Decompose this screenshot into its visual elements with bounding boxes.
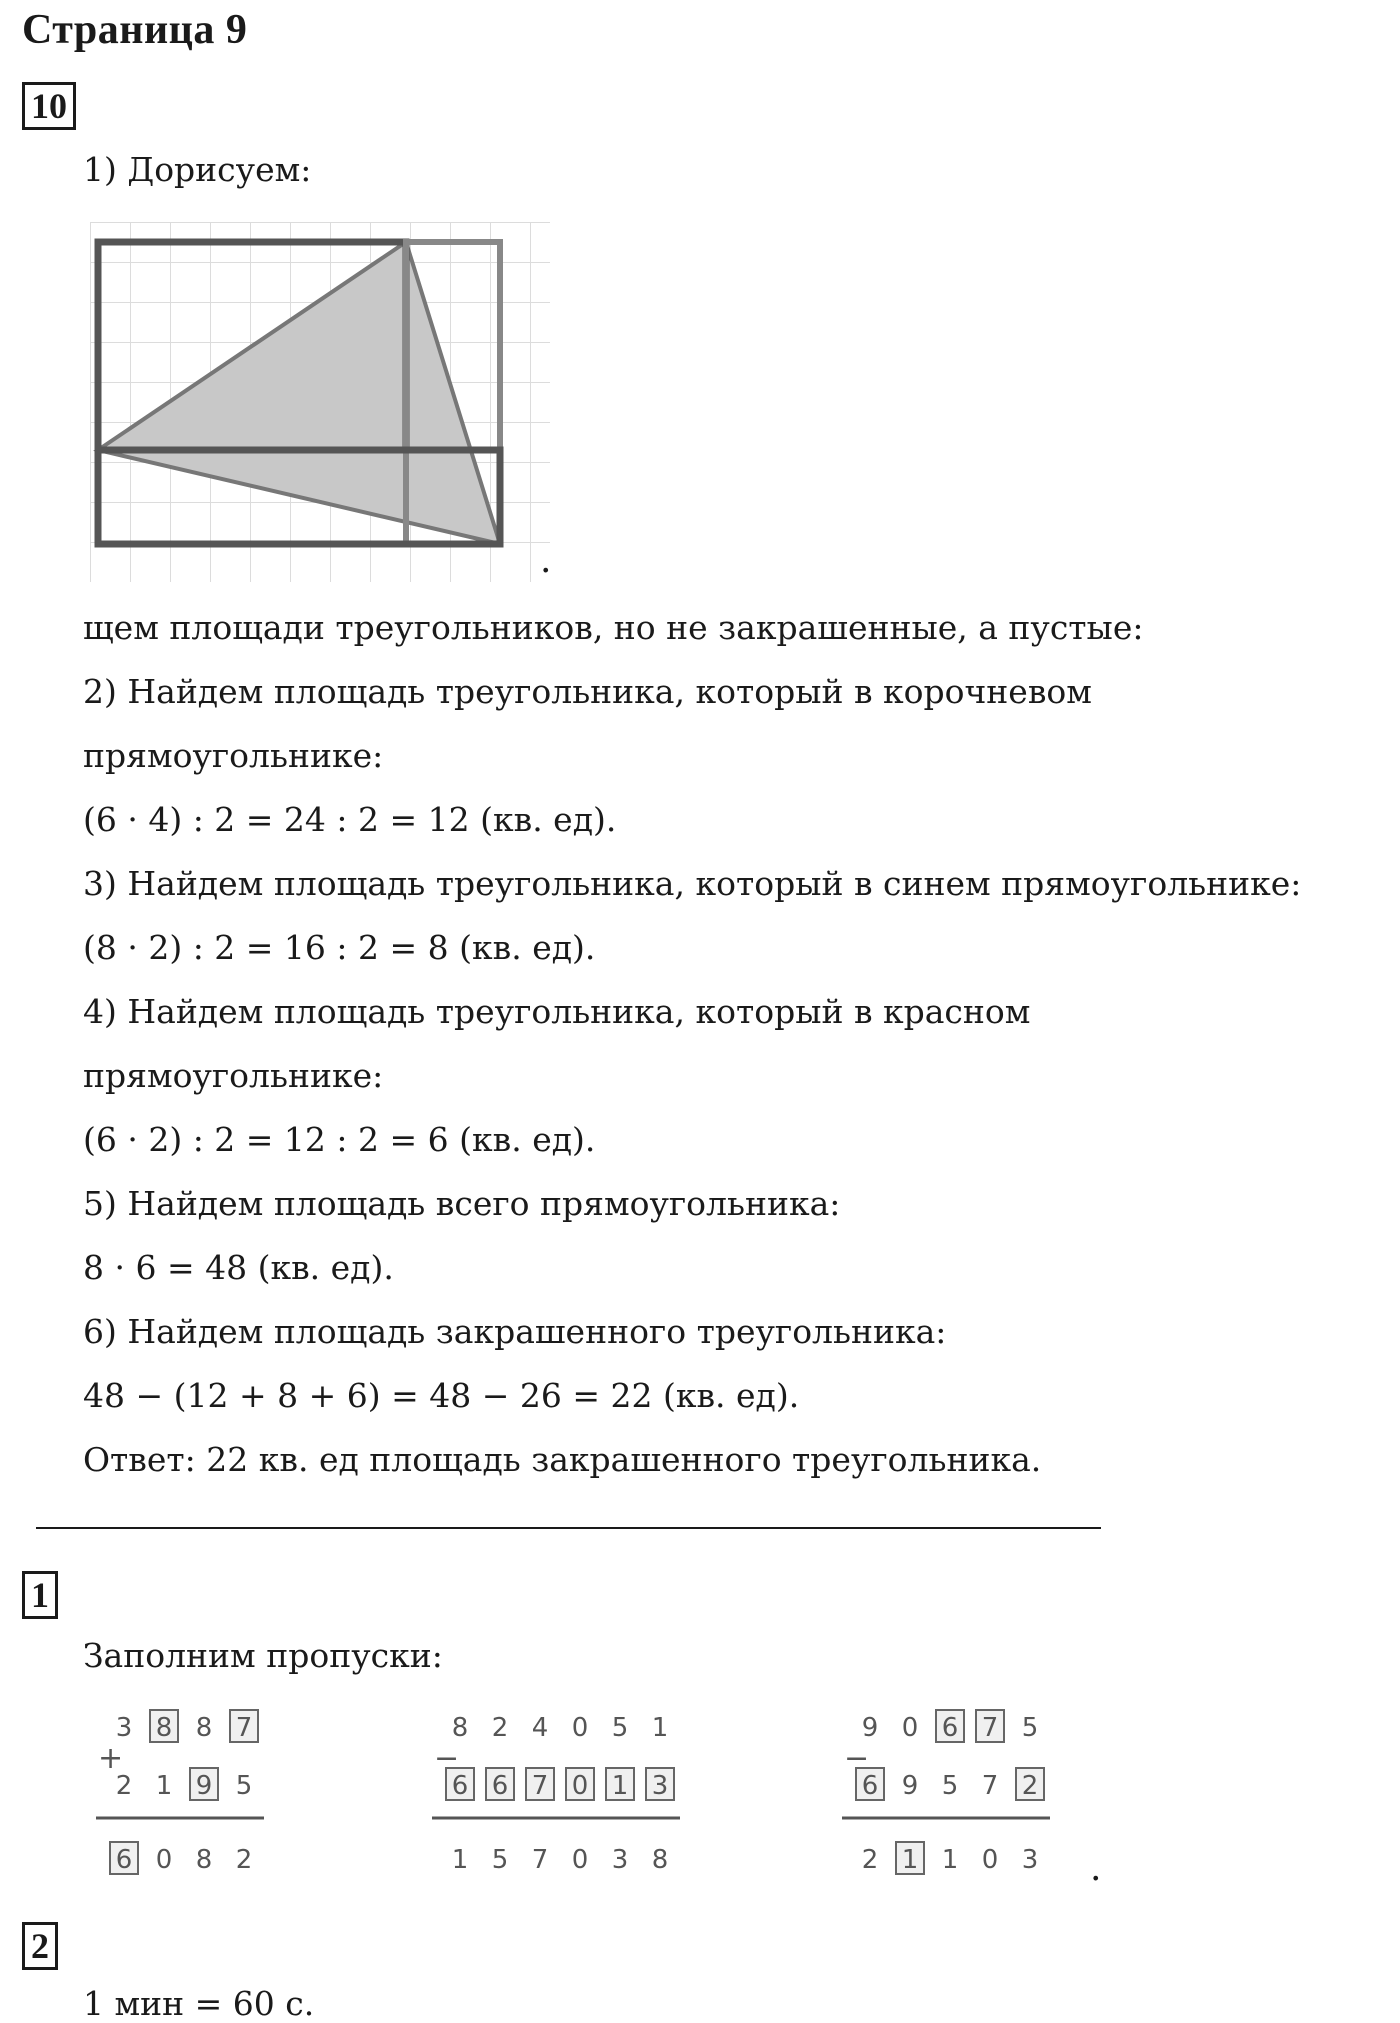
mid-digit: 0: [571, 1771, 589, 1801]
mid-digit: 9: [195, 1771, 213, 1801]
top-digit: 4: [531, 1713, 549, 1743]
figure-dot: .: [540, 540, 552, 581]
mid-digit: 1: [611, 1771, 629, 1801]
task10-line-1: 1) Дорисуем:: [83, 150, 312, 189]
top-digit: 5: [1021, 1713, 1039, 1743]
res-digit: 1: [901, 1845, 919, 1875]
top-digit: 3: [115, 1713, 133, 1743]
top-digit: 1: [651, 1713, 669, 1743]
res-digit: 1: [451, 1845, 469, 1875]
mid-digit: 9: [901, 1771, 919, 1801]
task10-line-14: 48 − (12 + 8 + 6) = 48 − 26 = 22 (кв. ед).: [83, 1376, 800, 1415]
operator-sign: −: [434, 1741, 460, 1776]
top-digit: 8: [155, 1713, 173, 1743]
top-digit: 7: [235, 1713, 253, 1743]
mid-digit: 6: [491, 1771, 509, 1801]
task10-line-4: прямоугольнике:: [83, 736, 384, 775]
task10-line-15: Ответ: 22 кв. ед площадь закрашенного треугольника.: [83, 1440, 1042, 1479]
mid-digit: 7: [981, 1771, 999, 1801]
task10-line-3: 2) Найдем площадь треугольника, который в корочневом: [83, 672, 1092, 711]
section-divider: [36, 1527, 1101, 1529]
mid-digit: 2: [115, 1771, 133, 1801]
column-subtraction-2: [420, 1700, 720, 1890]
task-number-2: 2: [22, 1922, 58, 1970]
task-number-1: 1: [22, 1571, 58, 1619]
task10-line-13: 6) Найдем площадь закрашенного треугольника:: [83, 1312, 947, 1351]
calc-dot: .: [1090, 1848, 1102, 1889]
top-digit: 0: [901, 1713, 919, 1743]
mid-digit: 5: [235, 1771, 253, 1801]
top-digit: 8: [451, 1713, 469, 1743]
res-digit: 0: [981, 1845, 999, 1875]
task10-line-6: 3) Найдем площадь треугольника, который в синем прямоугольнике:: [83, 864, 1302, 903]
task10-line-2: щем площади треугольников, но не закрашенные, а пустые:: [83, 608, 1144, 647]
res-digit: 0: [571, 1845, 589, 1875]
task10-line-9: прямоугольнике:: [83, 1056, 384, 1095]
top-digit: 9: [861, 1713, 879, 1743]
task10-line-8: 4) Найдем площадь треугольника, который в красном: [83, 992, 1031, 1031]
mid-digit: 2: [1021, 1771, 1039, 1801]
res-digit: 0: [155, 1845, 173, 1875]
operator-sign: −: [844, 1741, 870, 1776]
top-digit: 0: [571, 1713, 589, 1743]
task10-line-5: (6 · 4) : 2 = 24 : 2 = 12 (кв. ед).: [83, 800, 617, 839]
task10-line-7: (8 · 2) : 2 = 16 : 2 = 8 (кв. ед).: [83, 928, 596, 967]
task2-line-1: 1 мин = 60 с.: [83, 1984, 315, 2023]
page-title: Страница 9: [22, 7, 248, 53]
task10-line-12: 8 · 6 = 48 (кв. ед).: [83, 1248, 394, 1287]
res-digit: 3: [1021, 1845, 1039, 1875]
res-digit: 2: [861, 1845, 879, 1875]
task-number-10: 10: [22, 82, 76, 130]
res-digit: 2: [235, 1845, 253, 1875]
mid-digit: 6: [861, 1771, 879, 1801]
res-digit: 6: [115, 1845, 133, 1875]
column-subtraction-3: [830, 1700, 1100, 1890]
mid-digit: 6: [451, 1771, 469, 1801]
res-digit: 7: [531, 1845, 549, 1875]
top-digit: 6: [941, 1713, 959, 1743]
res-digit: 8: [195, 1845, 213, 1875]
top-digit: 5: [611, 1713, 629, 1743]
top-digit: 2: [491, 1713, 509, 1743]
mid-digit: 1: [155, 1771, 173, 1801]
operator-sign: +: [98, 1741, 124, 1776]
res-digit: 8: [651, 1845, 669, 1875]
task10-line-10: (6 · 2) : 2 = 12 : 2 = 6 (кв. ед).: [83, 1120, 596, 1159]
res-digit: 5: [491, 1845, 509, 1875]
res-digit: 3: [611, 1845, 629, 1875]
triangle-area-figure: [90, 222, 550, 582]
column-addition-1: [84, 1700, 304, 1890]
top-digit: 8: [195, 1713, 213, 1743]
top-digit: 7: [981, 1713, 999, 1743]
task10-line-11: 5) Найдем площадь всего прямоугольника:: [83, 1184, 841, 1223]
res-digit: 1: [941, 1845, 959, 1875]
mid-digit: 5: [941, 1771, 959, 1801]
mid-digit: 3: [651, 1771, 669, 1801]
mid-digit: 7: [531, 1771, 549, 1801]
task1-intro: Заполним пропуски:: [83, 1636, 443, 1675]
